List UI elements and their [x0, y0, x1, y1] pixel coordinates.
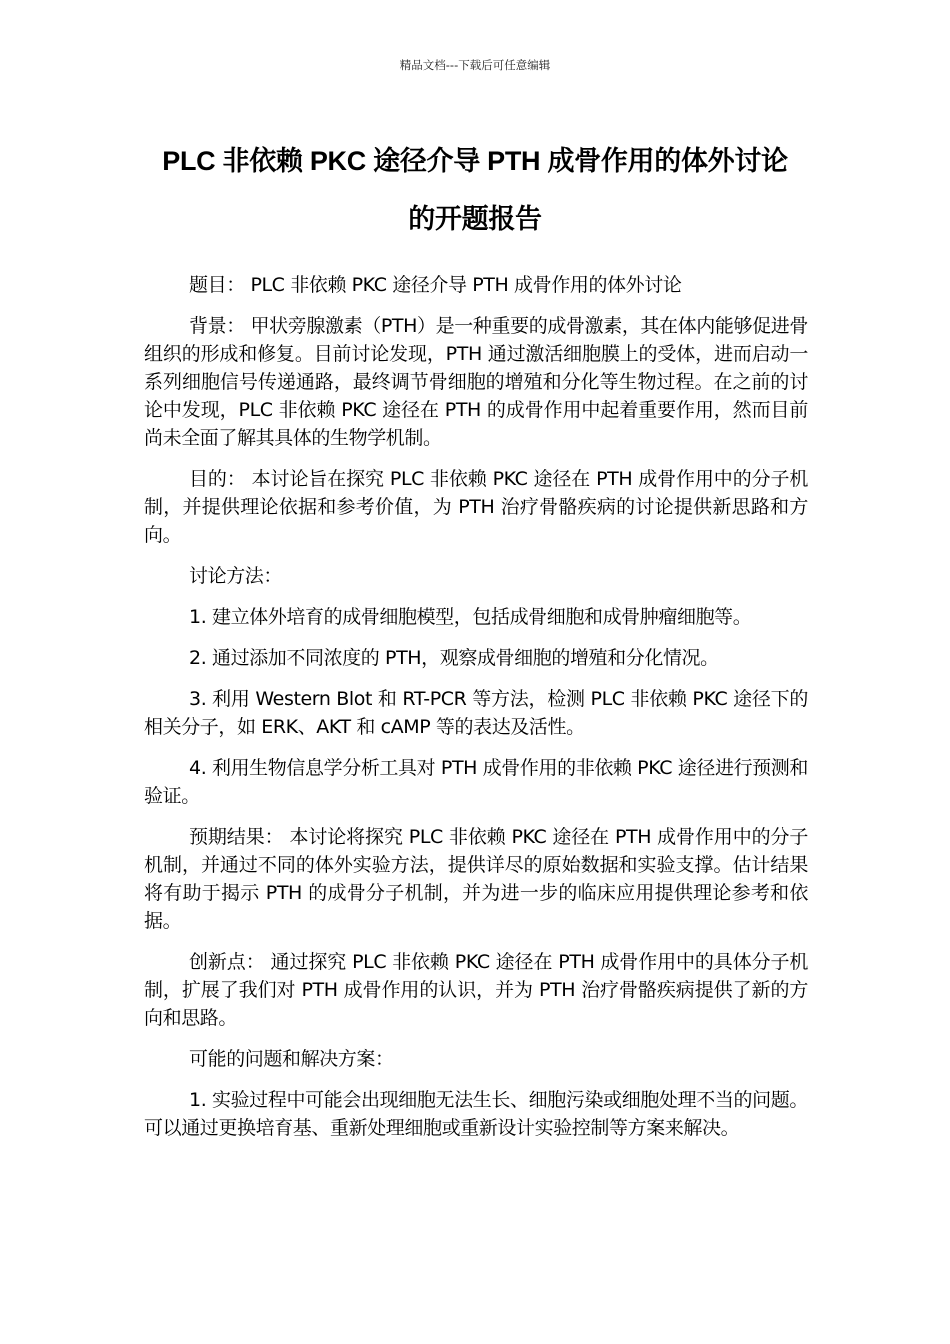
list-item-method-1: 1. 建立体外培育的成骨细胞模型，包括成骨细胞和成骨肿瘤细胞等。 — [189, 606, 752, 628]
paragraph-problems-heading: 可能的问题和解决方案： — [189, 1048, 394, 1070]
document-title — [140, 132, 810, 248]
list-item-problem-1: 1. 实验过程中可能会出现细胞无法生长、细胞污染或细胞处理不当的问题。可以通过更换培育基、重新处理细胞或重新设计实验控制等方案来解决。 — [144, 1089, 808, 1139]
paragraph-purpose: 目的： 本讨论旨在探究 PLC 非依赖 PKC 途径在 PTH 成骨作用中的分子机制，并提供理论依据和参考价值，为 PTH 治疗骨骼疾病的讨论提供新思路和方向。 — [144, 468, 808, 546]
paragraph-topic: 题目： PLC 非依赖 PKC 途径介导 PTH 成骨作用的体外讨论 — [189, 274, 682, 296]
document-body — [144, 271, 808, 1155]
title-line-2: 的开题报告 — [408, 204, 542, 234]
list-item-method-2: 2. 通过添加不同浓度的 PTH，观察成骨细胞的增殖和分化情况。 — [189, 647, 719, 669]
title-line-1: PLC 非依赖 PKC 途径介导 PTH 成骨作用的体外讨论 — [162, 146, 788, 176]
paragraph-methods-heading: 讨论方法： — [189, 565, 283, 587]
paragraph-expected-results: 预期结果： 本讨论将探究 PLC 非依赖 PKC 途径在 PTH 成骨作用中的分子机制，并通过不同的体外实验方法，提供详尽的原始数据和实验支撑。估计结果将有助于揭示 PTH 的成骨分子机制，并为进一步的临床应用提供理论参考和依据。 — [144, 826, 808, 932]
paragraph-background: 背景： 甲状旁腺激素（PTH）是一种重要的成骨激素，其在体内能够促进骨组织的形成和修复。目前讨论发现，PTH 通过激活细胞膜上的受体，进而启动一系列细胞信号传递通路，最终调节骨细胞的增殖和分化等生物过程。在之前的讨论中发现，PLC 非依赖 PKC 途径在 PTH 的成骨作用中起着重要作用，然而目前尚未全面了解其具体的生物学机制。 — [144, 315, 808, 449]
list-item-method-3: 3. 利用 Western Blot 和 RT-PCR 等方法，检测 PLC 非依赖 PKC 途径下的相关分子，如 ERK、AKT 和 cAMP 等的表达及活性。 — [144, 688, 808, 738]
list-item-method-4: 4. 利用生物信息学分析工具对 PTH 成骨作用的非依赖 PKC 途径进行预测和验证。 — [144, 757, 808, 807]
page-header-note: 精品文档---下载后可任意编辑 — [399, 58, 551, 72]
paragraph-innovation: 创新点： 通过探究 PLC 非依赖 PKC 途径在 PTH 成骨作用中的具体分子机制，扩展了我们对 PTH 成骨作用的认识，并为 PTH 治疗骨骼疾病提供了新的方向和思路。 — [144, 951, 808, 1029]
